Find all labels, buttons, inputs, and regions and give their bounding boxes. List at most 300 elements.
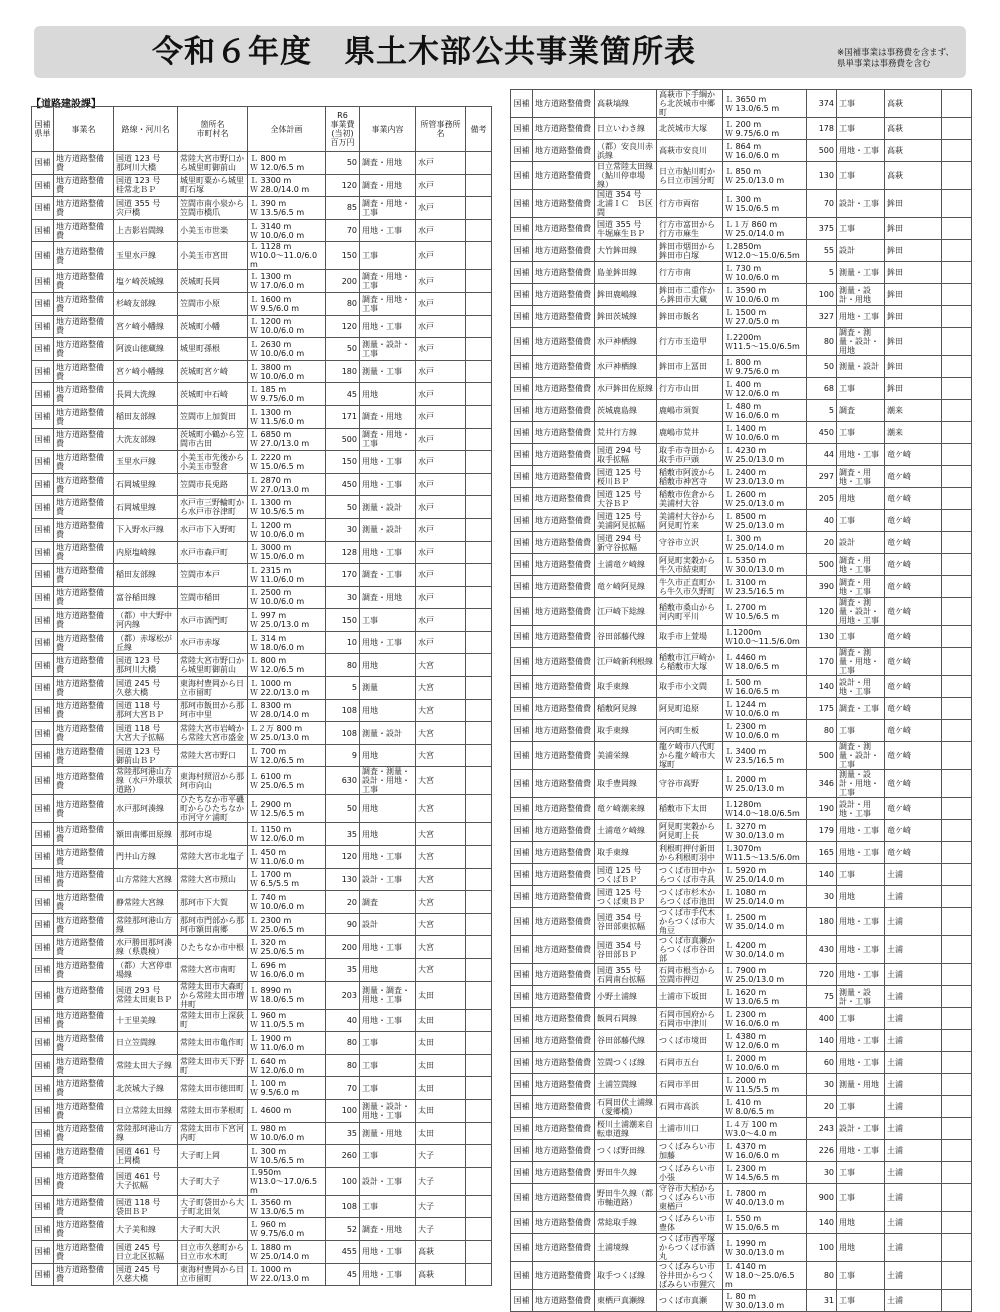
cell-office: 土浦 [885,1008,942,1030]
cell-remarks [466,1167,492,1195]
cell-budget: 165 [807,842,837,864]
cell-office: 水戸 [416,473,466,496]
table-row [511,1184,972,1212]
cell-content: 設計・工事 [837,1118,885,1140]
cell-plan: Ｌ 550 m Ｗ 15.0/6.5 m [723,1212,807,1234]
table-row [511,964,972,986]
cell-location: つくば市真瀬からつくば市谷田部 [657,936,723,964]
table-row [511,162,972,190]
cell-plan: Ｌ 3800 m Ｗ 10.0/6.0 m [248,360,326,383]
cell-budget: 100 [326,1099,360,1122]
cell-office: 水戸 [416,338,466,361]
cell-office: 太田 [416,1099,466,1122]
cell-route: 取手東線 [595,676,657,698]
cell-location: 小美玉市世楽 [178,219,248,242]
table-row [511,720,972,742]
cell-content: 設計 [837,532,885,554]
cell-location: ひたちなか市中根 [178,936,248,959]
cell-route: 国道 355 号 石岡南台拡幅 [595,964,657,986]
cell-budget: 20 [326,891,360,914]
cell-budget: 108 [326,722,360,745]
cell-content: 調査・工事 [837,698,885,720]
cell-location: 常陸大宮市南町 [178,959,248,982]
cell-plan: Ｌ 800 m Ｗ 12.0/6.5 m [248,152,326,175]
cell-plan: Ｌ１万 860 m Ｗ 25.0/14.0 m [723,218,807,240]
table-row [32,428,492,451]
table-row [511,908,972,936]
table-row [511,1096,972,1118]
cell-route: 国道 125 号 つくばＢＰ [595,864,657,886]
cell-kind: 国補 [32,1145,54,1168]
cell-route: 常陸那珂港山方線 [114,913,178,936]
cell-project: 地方道路整備費 [533,720,595,742]
cell-plan: Ｌ 1600 m Ｗ 9.5/6.0 m [248,292,326,315]
cell-kind: 国補 [511,742,533,770]
table-row [32,174,492,197]
table-row [32,152,492,175]
cell-office: 水戸 [416,152,466,175]
cell-project: 地方道路整備費 [54,1218,114,1241]
cell-office: 大子 [416,1167,466,1195]
table-row [511,306,972,328]
cell-kind: 国補 [511,1290,533,1312]
cell-plan: Ｌ 864 m Ｗ 16.0/6.0 m [723,140,807,162]
cell-route: 国道 245 号 久慈大橋 [114,677,178,700]
cell-remarks [942,510,972,532]
cell-remarks [466,1240,492,1263]
cell-location: つくば市真瀬 [657,1290,723,1312]
cell-project: 地方道路整備費 [533,328,595,356]
cell-office: 大子 [416,1218,466,1241]
cell-remarks [466,631,492,654]
cell-remarks [942,986,972,1008]
table-row [511,1074,972,1096]
cell-project: 地方道路整備費 [533,262,595,284]
cell-office: 大宮 [416,959,466,982]
cell-content: 測量・設計・工事 [360,338,416,361]
cell-office: 大宮 [416,767,466,795]
cell-content: 調査・用地・工事 [360,292,416,315]
cell-remarks [942,444,972,466]
cell-kind: 国補 [511,162,533,190]
cell-remarks [942,1162,972,1184]
table-row [32,959,492,982]
cell-project: 地方道路整備費 [533,306,595,328]
cell-location: 取手市寺田から取手市戸頭 [657,444,723,466]
cell-budget: 226 [807,1140,837,1162]
cell-project: 地方道路整備費 [533,422,595,444]
cell-plan: Ｌ 640 m Ｗ 12.0/6.0 m [248,1054,326,1077]
col-office: 所管事務所名 [416,107,466,152]
cell-office: 太田 [416,1054,466,1077]
cell-office: 大宮 [416,699,466,722]
cell-route: 内原塩崎線 [114,541,178,564]
cell-remarks [466,1122,492,1145]
cell-kind: 国補 [32,1167,54,1195]
cell-remarks [942,598,972,626]
cell-kind: 国補 [32,823,54,846]
cell-content: 設計・用地・工事 [837,676,885,698]
section-label: 【道路建設課】 [31,99,101,110]
cell-location: 石岡市五台 [657,1052,723,1074]
cell-route: （都）大宮停車場線 [114,959,178,982]
cell-plan: Ｌ 500 m Ｗ 16.0/6.5 m [723,676,807,698]
cell-route: 国道 354 号 谷田部ＢＰ [595,936,657,964]
cell-route: 額田南郷田原線 [114,823,178,846]
cell-kind: 国補 [32,891,54,914]
table-row [32,383,492,406]
cell-budget: 80 [807,1262,837,1290]
cell-office: 水戸 [416,518,466,541]
cell-content: 用地・工事 [837,820,885,842]
cell-location: 行方市富田から行方市麻生 [657,218,723,240]
table-row [511,986,972,1008]
cell-project: 地方道路整備費 [533,1030,595,1052]
cell-budget: 40 [807,510,837,532]
cell-location: 土浦市川口 [657,1118,723,1140]
cell-budget: 50 [326,338,360,361]
cell-remarks [942,190,972,218]
cell-office: 太田 [416,1009,466,1032]
cell-kind: 国補 [32,1122,54,1145]
cell-kind: 国補 [511,356,533,378]
cell-office: 鉾田 [885,306,942,328]
left-project-table [31,106,492,1286]
cell-route: 常陸那珂港山方線（水戸外環状道路） [114,767,178,795]
cell-content: 測量・設計 [360,518,416,541]
cell-remarks [466,1195,492,1218]
cell-content: 用地・工事 [360,631,416,654]
cell-location: 取手市小文間 [657,676,723,698]
cell-remarks [466,959,492,982]
cell-project: 地方道路整備費 [533,864,595,886]
cell-route: 大竹鉾田線 [595,240,657,262]
cell-remarks [466,242,492,270]
cell-project: 地方道路整備費 [54,360,114,383]
cell-remarks [942,1262,972,1290]
cell-route: 野田牛久線（都市軸道路） [595,1184,657,1212]
table-row [511,1008,972,1030]
cell-content: 工事 [837,1096,885,1118]
cell-office: 水戸 [416,609,466,632]
cell-budget: 180 [326,360,360,383]
cell-kind: 国補 [511,400,533,422]
cell-route: 国道 461 号 上岡橋 [114,1145,178,1168]
cell-remarks [942,140,972,162]
cell-content: 設計 [360,913,416,936]
cell-content: 調査・用地・工事 [360,270,416,293]
cell-budget: 108 [326,1195,360,1218]
table-row [32,405,492,428]
cell-content: 用地・工事 [837,908,885,936]
cell-location: 水戸市森戸町 [178,541,248,564]
cell-route: 十王里美線 [114,1009,178,1032]
cell-budget: 170 [807,648,837,676]
cell-office: 鉾田 [885,218,942,240]
table-row [32,1263,492,1286]
cell-route: 常総取手線 [595,1212,657,1234]
cell-content: 工事 [837,1162,885,1184]
cell-remarks [942,1118,972,1140]
cell-route: 土浦竜ケ崎線 [595,554,657,576]
cell-plan: Ｌ４万 100 m Ｗ3.0～4.0 m [723,1118,807,1140]
table-row [511,240,972,262]
cell-content: 用地・工事 [360,451,416,474]
cell-plan: Ｌ 6100 m Ｗ 25.0/6.5 m [248,767,326,795]
cell-office: 大宮 [416,654,466,677]
cell-plan: Ｌ 450 m Ｗ 11.0/6.0 m [248,846,326,869]
cell-location: ひたちなか市平磯町からひたちなか市河守ケ浦町 [178,795,248,823]
cell-office: 鉾田 [885,378,942,400]
cell-project: 地方道路整備費 [54,541,114,564]
cell-location: 那珂市下大賀 [178,891,248,914]
cell-route: 玉里水戸線 [114,451,178,474]
cell-content: 用地 [837,488,885,510]
table-row [32,1077,492,1100]
table-row [32,823,492,846]
cell-plan: Ｌ 696 m Ｗ 16.0/6.0 m [248,959,326,982]
cell-plan: Ｌ 300 m Ｗ 10.5/6.5 m [248,1145,326,1168]
table-row [511,1162,972,1184]
cell-plan: Ｌ 8500 m Ｗ 25.0/13.0 m [723,510,807,532]
cell-route: 美浦栄線 [595,742,657,770]
table-row [511,1118,972,1140]
cell-kind: 国補 [511,576,533,598]
cell-office: 太田 [416,1032,466,1055]
cell-office: 鉾田 [885,328,942,356]
cell-kind: 国補 [511,554,533,576]
cell-project: 地方道路整備費 [533,1290,595,1312]
cell-project: 地方道路整備費 [533,698,595,720]
cell-kind: 国補 [32,1032,54,1055]
cell-plan: Ｌ 3000 m Ｗ 15.0/6.0 m [248,541,326,564]
cell-location: 稲敷市桑山から河内町平川 [657,598,723,626]
cell-project: 地方道路整備費 [533,554,595,576]
cell-location: 小美玉市宮田 [178,242,248,270]
cell-remarks [466,360,492,383]
cell-office: 鉾田 [885,240,942,262]
cell-remarks [466,496,492,519]
cell-remarks [466,197,492,220]
cell-location: 笠間市稲田 [178,586,248,609]
page-title: 令和６年度 県土木部公共事業箇所表 [152,34,696,70]
cell-plan: Ｌ 2000 m Ｗ 25.0/13.0 m [723,770,807,798]
cell-kind: 国補 [32,564,54,587]
cell-location: 茨城町宮ケ崎 [178,360,248,383]
cell-remarks [942,742,972,770]
cell-route: （都）安良川赤浜線 [595,140,657,162]
cell-route: 鉾田鹿嶋線 [595,284,657,306]
cell-project: 地方道路整備費 [533,1118,595,1140]
cell-remarks [466,1009,492,1032]
cell-kind: 国補 [32,1240,54,1263]
cell-kind: 国補 [511,1262,533,1290]
cell-office: 水戸 [416,292,466,315]
cell-plan: Ｌ 2220 m Ｗ 15.0/6.5 m [248,451,326,474]
cell-location: 茨城町中石崎 [178,383,248,406]
cell-project: 地方道路整備費 [54,1009,114,1032]
cell-kind: 国補 [511,1118,533,1140]
cell-plan: Ｌ 960 m Ｗ 9.75/6.0 m [248,1218,326,1241]
cell-project: 地方道路整備費 [533,466,595,488]
cell-plan: Ｌ 1000 m Ｗ 22.0/13.0 m [248,677,326,700]
cell-office: 鉾田 [885,356,942,378]
cell-plan: Ｌ 3140 m Ｗ 10.0/6.0 m [248,219,326,242]
cell-plan: Ｌ 6850 m Ｗ 27.0/13.0 m [248,428,326,451]
cell-remarks [466,1099,492,1122]
cell-location: 常陸大宮市野口から城里町御前山 [178,152,248,175]
cell-content: 用地・工事 [360,541,416,564]
cell-plan: Ｌ 960 m Ｗ 11.0/5.5 m [248,1009,326,1032]
cell-plan: Ｌ 800 m Ｗ 12.0/6.5 m [248,654,326,677]
cell-content: 用地 [360,383,416,406]
cell-content: 用地・工事 [837,306,885,328]
cell-location: 鹿嶋市須賀 [657,400,723,422]
cell-plan: Ｌ 730 m Ｗ 10.0/6.0 m [723,262,807,284]
cell-kind: 国補 [511,770,533,798]
cell-plan: Ｌ 300 m Ｗ 15.0/6.5 m [723,190,807,218]
cell-plan: Ｌ 2000 m Ｗ 10.0/6.0 m [723,1052,807,1074]
cell-content: 用地・工事 [837,444,885,466]
cell-remarks [466,473,492,496]
cell-project: 地方道路整備費 [533,378,595,400]
cell-content: 工事 [360,1145,416,1168]
col-project: 事業名 [54,107,114,152]
table-row [511,648,972,676]
cell-budget: 500 [807,140,837,162]
cell-plan: Ｌ 1500 m Ｗ 27.0/5.0 m [723,306,807,328]
cell-content: 調査・測量・設計・用地・工事 [360,767,416,795]
cell-content: 工事 [837,1008,885,1030]
cell-route: 国道 118 号 袋田ＢＰ [114,1195,178,1218]
cell-content: 工事 [360,1054,416,1077]
cell-remarks [942,422,972,444]
cell-plan: Ｌ 800 m Ｗ 9.75/6.0 m [723,356,807,378]
cell-office: 高萩 [885,90,942,118]
cell-location: 稲敷市阿波から稲敷市神宮寺 [657,466,723,488]
cell-plan: Ｌ 2500 m Ｗ 10.0/6.0 m [248,586,326,609]
cell-location: 大子町大子 [178,1167,248,1195]
cell-office: 竜ケ崎 [885,648,942,676]
cell-kind: 国補 [32,174,54,197]
cell-remarks [466,518,492,541]
cell-content: 工事 [837,510,885,532]
cell-remarks [942,720,972,742]
cell-office: 水戸 [416,586,466,609]
table-row [511,190,972,218]
cell-plan: Ｌ 1300 m Ｗ 17.0/6.0 m [248,270,326,293]
cell-content: 用地・工事 [837,964,885,986]
table-row [32,699,492,722]
table-row [32,1009,492,1032]
table-row [32,767,492,795]
cell-content: 工事 [837,720,885,742]
cell-project: 地方道路整備費 [533,284,595,306]
cell-office: 竜ケ崎 [885,770,942,798]
cell-budget: 90 [326,913,360,936]
cell-remarks [942,842,972,864]
cell-plan: Ｌ 4230 m Ｗ 25.0/13.0 m [723,444,807,466]
cell-kind: 国補 [32,846,54,869]
table-row [511,444,972,466]
cell-kind: 国補 [32,242,54,270]
cell-content: 調査・用地 [360,405,416,428]
cell-plan: Ｌ 1300 m Ｗ 10.5/6.5 m [248,496,326,519]
cell-kind: 国補 [32,473,54,496]
cell-office: 竜ケ崎 [885,842,942,864]
table-row [511,1030,972,1052]
cell-remarks [942,1052,972,1074]
table-row [511,864,972,886]
cell-location: 城里町孫根 [178,338,248,361]
cell-remarks [466,744,492,767]
cell-budget: 100 [807,1234,837,1262]
cell-budget: 45 [326,1263,360,1286]
cell-plan: Ｌ 1990 m Ｗ 30.0/13.0 m [723,1234,807,1262]
cell-location: 利根町押付新田から利根町羽中 [657,842,723,864]
cell-location: 守谷市高野 [657,770,723,798]
cell-office: 大子 [416,1145,466,1168]
cell-location: 行方市南 [657,262,723,284]
cell-location: 鉾田市上冨田 [657,356,723,378]
right-project-table [510,89,972,1312]
cell-plan: Ｌ 3100 m Ｗ 23.5/16.5 m [723,576,807,598]
cell-project: 地方道路整備費 [54,1077,114,1100]
cell-kind: 国補 [32,197,54,220]
cell-budget: 50 [807,356,837,378]
cell-location: 笠間市長兎路 [178,473,248,496]
cell-budget: 35 [326,823,360,846]
cell-route: 常陸那珂港山方線 [114,1122,178,1145]
cell-budget: 390 [807,576,837,598]
cell-office: 土浦 [885,986,942,1008]
table-row [511,400,972,422]
cell-route: 国道 118 号 那珂大宮ＢＰ [114,699,178,722]
cell-project: 地方道路整備費 [54,823,114,846]
cell-route: 笠間つくば線 [595,1052,657,1074]
cell-route: 飯岡石岡線 [595,1008,657,1030]
cell-budget: 30 [807,1074,837,1096]
table-row [32,744,492,767]
cell-route: 水戸神栖線 [595,356,657,378]
cell-project: 地方道路整備費 [54,242,114,270]
cell-kind: 国補 [511,444,533,466]
cell-route: 日立常陸太田線（鮎川停車場線） [595,162,657,190]
cell-project: 地方道路整備費 [54,631,114,654]
cell-location: 水戸市下入野町 [178,518,248,541]
cell-route: 国道 294 号 新守谷拡幅 [595,532,657,554]
cell-project: 地方道路整備費 [533,1074,595,1096]
cell-budget: 450 [326,473,360,496]
cell-project: 地方道路整備費 [54,383,114,406]
table-row [32,1122,492,1145]
cell-project: 地方道路整備費 [54,767,114,795]
cell-budget: 35 [326,1122,360,1145]
cell-plan: Ｌ 1128 m Ｗ10.0～11.0/6.0m [248,242,326,270]
cell-project: 地方道路整備費 [54,936,114,959]
cell-location: 常陸太田市大森町から常陸太田市増井町 [178,981,248,1009]
cell-kind: 国補 [32,586,54,609]
table-row [32,451,492,474]
cell-budget: 50 [326,795,360,823]
cell-location: 常陸大宮市北塩子 [178,846,248,869]
cell-office: 大宮 [416,677,466,700]
cell-content: 工事 [837,422,885,444]
table-row [32,1145,492,1168]
cell-location: 稲敷市佐倉から美浦村大谷 [657,488,723,510]
cell-office: 高萩 [885,118,942,140]
cell-route: 阿波山徳蔵線 [114,338,178,361]
